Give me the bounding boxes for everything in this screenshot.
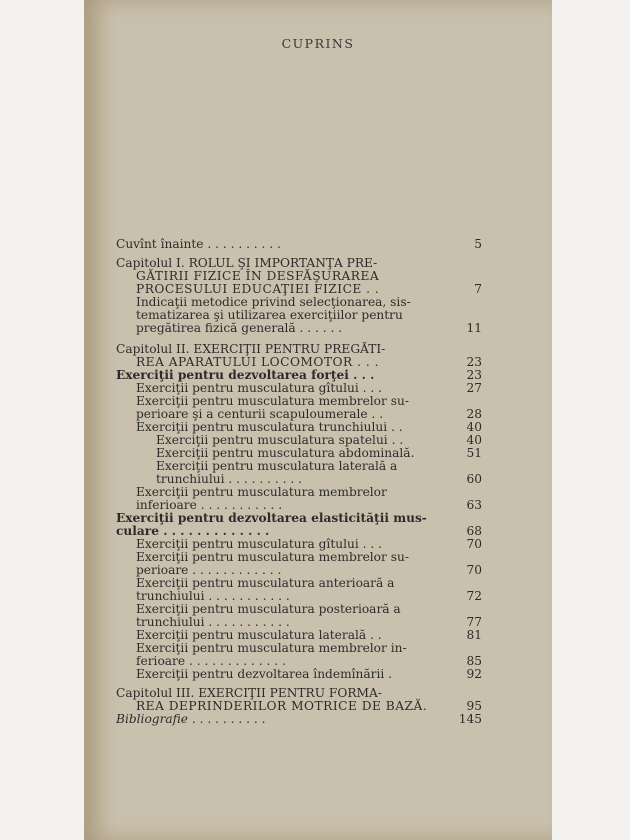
toc-page-number: 81 [466,628,482,642]
toc-entry-line: tematizarea şi utilizarea exerciţiilor pentru [136,308,403,322]
page-title: CUPRINS [281,36,355,51]
toc-page-number: 23 [466,355,482,369]
toc-page-number: 11 [466,321,482,335]
toc-page-number: 60 [466,472,482,486]
toc-page-number: 27 [466,381,482,395]
toc-page-number: 23 [466,368,482,382]
toc-page-number: 51 [466,446,482,460]
toc-entry-line: Exerciţii pentru musculatura trunchiului . . [136,420,403,434]
toc-page-number: 77 [466,615,482,629]
toc-entry-line: Bibliografie . . . . . . . . . . [116,712,266,726]
toc-entry-line: Exerciţii pentru musculatura membrelor su- [136,550,409,564]
toc-entry [136,486,482,512]
toc-entry-line: Capitolul III. EXERCIŢII PENTRU FORMA- [116,686,382,700]
toc-entry-line: Cuvînt înainte . . . . . . . . . . [116,237,281,251]
toc-entry [136,642,482,668]
toc-entry [116,713,482,726]
toc-page-number: 85 [466,654,482,668]
toc-entry-line: Exerciţii pentru musculatura gîtului . . . [136,381,382,395]
toc-entry-line: perioare şi a centurii scapuloumerale . . [136,407,384,421]
toc-entry-line: Capitolul I. ROLUL ŞI IMPORTANŢA PRE- [116,256,378,270]
toc-entry-line: Exerciţii pentru musculatura membrelor [136,485,387,499]
toc-entry [116,687,482,713]
toc-entry-line: Indicaţii metodice privind selecţionarea, sis- [136,295,411,309]
toc-entry-line: trunchiului . . . . . . . . . . . [136,589,290,603]
toc-entry [136,551,482,577]
toc-entry-line: GĂTIRII FIZICE ÎN DESFĂŞURAREA [136,269,380,283]
toc-entry-line: Exerciţii pentru musculatura gîtului . . . [136,537,382,551]
toc-entry-line: pregătirea fizică generală . . . . . . [136,321,343,335]
toc-entry-line: trunchiului . . . . . . . . . . . [136,615,290,629]
toc-entry-line: Exerciţii pentru musculatura membrelor su- [136,394,409,408]
toc-page-number: 92 [466,667,482,681]
toc-entry-line: trunchiului . . . . . . . . . . [156,472,302,486]
toc-entry [136,603,482,629]
toc-page-number: 40 [466,433,482,447]
toc-entry-line: ferioare . . . . . . . . . . . . . [136,654,286,668]
toc-page-number: 28 [466,407,482,421]
toc-entry-line: Exerciţii pentru musculatura posterioară a [136,602,401,616]
toc-entry [136,668,482,681]
toc-page-number: 70 [466,563,482,577]
toc-page-number: 5 [474,237,482,251]
toc-page-number: 63 [466,498,482,512]
toc-entry-line: Exerciţii pentru dezvoltarea forţei . . . [116,368,375,382]
toc-entry-line: PROCESULUI EDUCAŢIEI FIZICE . . [136,282,380,296]
toc-page-number: 40 [466,420,482,434]
toc-entry [116,343,482,369]
toc-entry-line: Capitolul II. EXERCIŢII PENTRU PREGĂTI- [116,342,386,356]
toc-entry [136,577,482,603]
toc-page-number: 68 [466,524,482,538]
toc-entry-line: Exerciţii pentru musculatura abdominală. [156,446,415,460]
toc-entry [156,460,482,486]
toc-entry-line: perioare . . . . . . . . . . . . [136,563,282,577]
toc-entry-line: REA DEPRINDERILOR MOTRICE DE BAZĂ. [136,699,428,713]
toc-entry-line: culare . . . . . . . . . . . . . [116,524,270,538]
toc-page-number: 72 [466,589,482,603]
toc-entry-line: inferioare . . . . . . . . . . . [136,498,283,512]
toc-entry [116,238,482,251]
toc-page-number: 145 [458,712,482,726]
toc-entry-line: Exerciţii pentru dezvoltarea îndemînării . [136,667,393,681]
toc-page-number: 70 [466,537,482,551]
toc-entry-line: Exerciţii pentru musculatura spatelui . . [156,433,404,447]
table-of-contents [116,238,482,726]
toc-entry [136,296,482,335]
toc-page-number: 7 [474,282,482,296]
toc-entry [116,257,482,296]
toc-entry-line: Exerciţii pentru musculatura laterală . . [136,628,382,642]
toc-entry-line: REA APARATULUI LOCOMOTOR . . . [136,355,379,369]
toc-entry-line: Exerciţii pentru dezvoltarea elasticităţii mus- [116,511,427,525]
toc-entry-line: Exerciţii pentru musculatura membrelor in- [136,641,407,655]
toc-entry [116,512,482,538]
toc-page-number: 95 [466,699,482,713]
toc-entry-line: Exerciţii pentru musculatura laterală a [156,459,398,473]
toc-entry-line: Exerciţii pentru musculatura anterioară a [136,576,395,590]
toc-entry [136,395,482,421]
